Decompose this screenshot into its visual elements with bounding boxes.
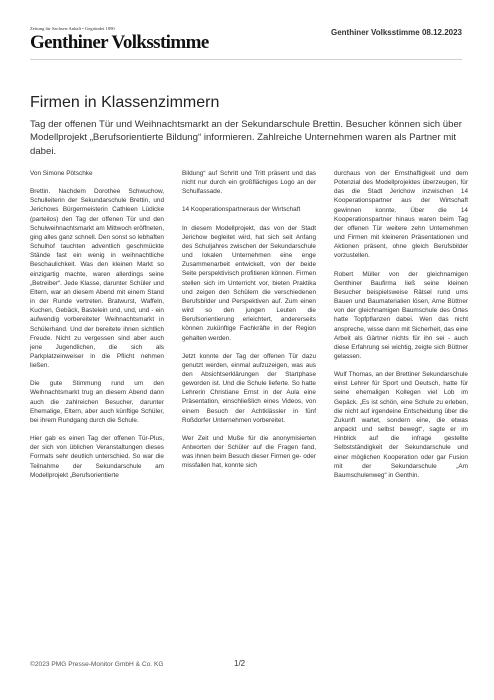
copyright-notice: ©2023 PMG Presse-Monitor GmbH & Co. KG	[30, 661, 164, 668]
article-subheading: 14 Kooperationspartneraus der Wirtschaft	[182, 206, 301, 214]
newspaper-masthead	[30, 26, 209, 54]
article-column-3	[334, 169, 468, 639]
article-paragraph: Brettin. Nachdem Dorothee Schwuchow, Schulleiterin der Sekundarschule Brettin, und Jerichows Bürgermeisterin Cathleen Lüdicke (parteilos) den Tag der offenen Tür und den Schulweihnachtsmarkt am Mittwoch eröffneten, ging alles ganz schnell. Den sonst so lebhaften Schulhof tauchten adventlich geschmückte Stände fast ein wenig in weihnachtliche Beschaulichkeit. Was den kleinen Markt so einzigartig machte, waren allerdings seine „Betreiber“. Jede Klasse, darunter Schüler und Eltern, war an diesem Abend mit einem Stand in der Runde vertreten. Bratwurst, Waffeln, Kuchen, Gebäck, Bastelein und, und, und - ein aufwendig vorbereiteter Weihnachtsmarkt in Schülerhand. Und der bereitete ihnen sichtlich Freude. Nicht zu vergessen sind aber auch jene Jugendlichen, die sich als Parkplatzeinweiser in die Pflicht nehmen ließen.	[30, 188, 164, 370]
newspaper-logo: Genthiner Volksstimme	[30, 32, 209, 53]
article-paragraph: In diesem Modellprojekt, das von der Stadt Jerichow begleitet wird, hat sich seit Anfang des Schuljahres zwischen der Sekundarschule und lokalen Unternehmen eine enge Zusammenarbeit entwickelt, von der beide Seite perspektivisch profitieren können. Firmen stellen sich im Unterricht vor, bieten Praktika und zeigen den Schülern die verschiedenen Berufsbilder und Perspektiven auf. Zum einen wird so den jungen Leuten die Berufsorientierung erleichtert, andererseits können zukünftige Fachkräfte in der Region gehalten werden.	[182, 224, 316, 342]
masthead-tagline: Zeitung für Sachsen-Anhalt • Gegründet 1890	[30, 26, 115, 31]
article-paragraph: durchaus von der Ernsthaftigkeit und dem Potenzial des Modellprojektes überzeugen, für das die Stadt Jerichow inzwischen 14 Kooperationspartner aus der Wirtschaft gewinnen konnte. Über die 14 Kooperationspartner hinaus waren beim Tag der offenen Tür weitere zehn Unternehmen und Firmen mit kleineren Präsentationen und Aktionen präsent, ohne gleich Berufsbilder vorzustellen.	[334, 170, 468, 260]
article-lead: Tag der offenen Tür und Weihnachtsmarkt an der Sekundarschule Brettin. Besucher können sich über Modellprojekt „Berufsorientierte Bildung“ informieren. Zahlreiche Unternehmen waren als Partner mit dabei.	[30, 119, 462, 157]
article-paragraph: Wer Zeit und Muße für die anonymisierten Antworten der Schüler auf die Fragen fand, was ihnen beim Besuch dieser Firmen ge- oder missfallen hat, konnte sich	[182, 434, 316, 470]
article-paragraph: Jetzt konnte der Tag der offenen Tür dazu genutzt werden, einmal aufzuzeigen, was aus den Absichtserklärungen der Startphase geworden ist. Und die Schule lieferte. So hatte Lehrerin Christiane Ernst in der Aula eine Präsentation, einschließlich eines Videos, von einem Besuch der Achtklässler in fünf Roßdorfer Unternehmen vorbereitet.	[182, 352, 316, 424]
article-title: Firmen in Klassenzimmern	[30, 94, 220, 111]
publication-date: Genthiner Volksstimme 08.12.2023	[330, 28, 462, 37]
article-column-1	[30, 169, 164, 639]
article-paragraph: Hier gab es einen Tag der offenen Tür-Plus, der sich von üblichen Veranstaltungen dieses Formats sehr deutlich unterschied. So war die Teilnahme der Sekundarschule am Modellprojekt „Berufsorientierte	[30, 435, 164, 479]
article-column-2	[182, 169, 316, 639]
article-body	[30, 169, 468, 639]
article-paragraph: Bildung“ auf Schritt und Tritt präsent und das nicht nur durch ein großflächiges Logo an der Schulfassade.	[182, 170, 316, 196]
article-paragraph: Robert Müller von der gleichnamigen Genthiner Baufirma ließ seine kleinen Besucher beispielsweise Rätsel rund ums Bauen und Baumaterialien lösen, Arne Büttner von der gleichnamigen Baumschule des Ortes hatte Topfpflanzen dabei. Wen das nicht anspreche, wisse dann mit Sicherheit, das eine Arbeit als Gärtner nichts für ihn sei - auch diese Erfahrung sei wichtig, zeigte sich Büttner gelassen.	[334, 270, 468, 360]
header-divider	[30, 59, 462, 60]
article-byline: Von Simone Pötschke	[30, 170, 93, 177]
article-paragraph: Die gute Stimmung rund um den Weihnachtsmarkt trug an diesem Abend dann auch die zahlreichen Besucher, darunter Ehemalige, Eltern, aber auch künftige Schüler, bei ihrem Rundgang durch die Schule.	[30, 380, 164, 424]
page-number: 1/2	[234, 659, 246, 668]
article-paragraph: Wulf Thomas, an der Brettiner Sekundarschule einst Lehrer für Sport und Deutsch, hatte für seine ehemaligen Kollegen viel Lob im Gepäck. „Es ist schön, eine Schule zu erleben, die nicht auf irgendeine Entscheidung über die Zukunft wartet, sondern eine, die etwas anpackt und selbst bewegt“, sagte er im Hinblick auf die infrage gestellte Selbstständigkeit der Sekundarschule und einer möglichen Kooperation oder gar Fusion mit der Sekundarschule „Am Baumschulenweg“ in Genthin.	[334, 371, 468, 479]
